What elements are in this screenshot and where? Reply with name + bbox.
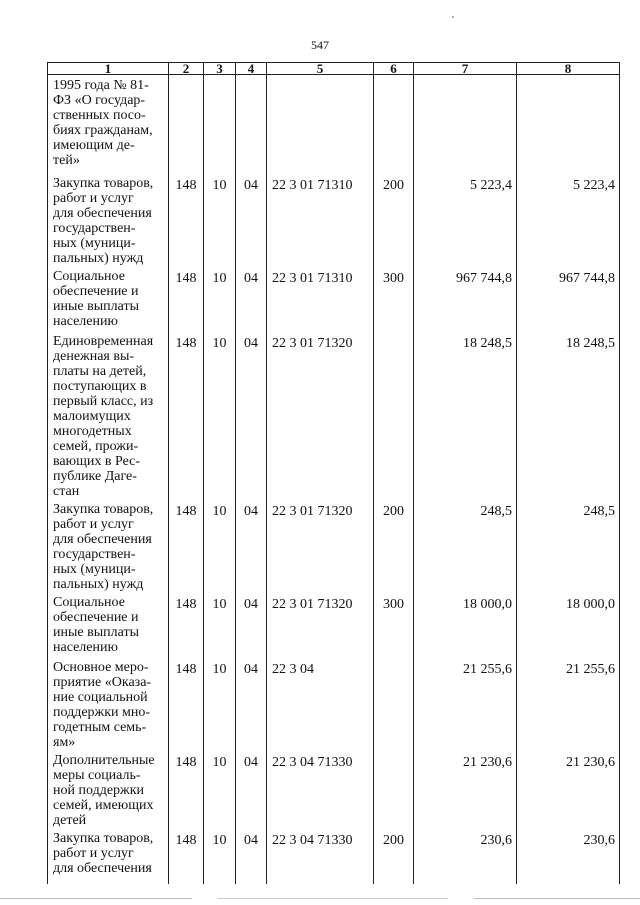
cell-amount-2 [517, 75, 620, 173]
cell-expense-type: 200 [374, 499, 414, 592]
cell-subsection [236, 75, 267, 173]
row-name-line: пальных) нужд [53, 576, 144, 592]
cell-expense-type [374, 657, 414, 750]
column-header: 2 [169, 63, 204, 75]
cell-subsection: 04 [236, 331, 267, 499]
cell-section: 10 [204, 173, 236, 266]
row-name-line: публике Даге- [53, 468, 137, 484]
cell-target-article: 22 3 01 71320 [267, 499, 374, 592]
cell-section: 10 [204, 828, 236, 884]
row-name [48, 499, 169, 592]
cell-amount-1: 21 255,6 [414, 657, 517, 750]
cell-target-article: 22 3 01 71320 [267, 331, 374, 499]
row-name [48, 657, 169, 750]
row-name-line: пальных) нужд [53, 250, 144, 266]
cell-amount-1: 5 223,4 [414, 173, 517, 266]
row-name-line: тей» [53, 153, 80, 168]
row-name-line: детей [53, 812, 87, 828]
scan-speck [452, 16, 454, 18]
row-name-line: ям» [53, 734, 76, 750]
row-name-line: иные выплаты [53, 298, 139, 314]
cell-amount-1 [414, 75, 517, 173]
row-name-line: семей, имеющих [53, 797, 154, 813]
row-name-line: иные выплаты [53, 624, 139, 640]
row-name-line: Дополнительные [53, 752, 155, 768]
cell-code-1: 148 [169, 657, 204, 750]
cell-expense-type: 300 [374, 592, 414, 657]
column-header: 1 [48, 63, 169, 75]
cell-expense-type: 200 [374, 173, 414, 266]
cell-code-1: 148 [169, 592, 204, 657]
row-name-line: биях гражданам, [53, 123, 153, 138]
cell-subsection: 04 [236, 173, 267, 266]
page-number: 547 [311, 38, 329, 52]
row-name-line: ственных посо- [53, 108, 146, 123]
table-row [48, 331, 620, 499]
cell-amount-2: 5 223,4 [517, 173, 620, 266]
table-row [48, 828, 620, 884]
cell-target-article: 22 3 01 71320 [267, 592, 374, 657]
cell-target-article: 22 3 04 [267, 657, 374, 750]
cell-target-article: 22 3 01 71310 [267, 173, 374, 266]
cell-amount-1: 18 000,0 [414, 592, 517, 657]
cell-amount-1: 18 248,5 [414, 331, 517, 499]
row-name-line: ных (муници- [53, 561, 136, 577]
row-name [48, 173, 169, 266]
column-header: 8 [517, 63, 620, 75]
row-name-line: Закупка товаров, [53, 501, 154, 517]
row-name-line: Единовременная [53, 333, 154, 349]
column-header: 3 [204, 63, 236, 75]
cell-section [204, 75, 236, 173]
table-row [48, 75, 620, 173]
cell-subsection: 04 [236, 657, 267, 750]
cell-target-article: 22 3 04 71330 [267, 750, 374, 828]
row-name [48, 828, 169, 884]
row-name-line: первый класс, из [53, 393, 154, 409]
row-name-line: для обеспечения [53, 860, 152, 876]
cell-code-1: 148 [169, 331, 204, 499]
cell-expense-type: 300 [374, 266, 414, 331]
cell-section: 10 [204, 266, 236, 331]
table-row [48, 657, 620, 750]
cell-code-1: 148 [169, 750, 204, 828]
cell-expense-type [374, 750, 414, 828]
row-name-line: многодетных [53, 423, 132, 439]
row-name-line: ной поддержки [53, 782, 144, 798]
cell-amount-1: 230,6 [414, 828, 517, 884]
cell-code-1: 148 [169, 173, 204, 266]
row-name-line: Закупка товаров, [53, 175, 154, 191]
cell-amount-2: 230,6 [517, 828, 620, 884]
cell-amount-2: 248,5 [517, 499, 620, 592]
column-header: 7 [414, 63, 517, 75]
scan-bottom-edge [0, 898, 640, 899]
table-row [48, 173, 620, 266]
cell-section: 10 [204, 592, 236, 657]
column-header: 4 [236, 63, 267, 75]
cell-subsection: 04 [236, 750, 267, 828]
row-name-line: обеспечение и [53, 609, 139, 625]
row-name [48, 750, 169, 828]
cell-subsection: 04 [236, 499, 267, 592]
row-name-line: семей, прожи- [53, 438, 139, 454]
cell-subsection: 04 [236, 592, 267, 657]
row-name-line: меры социаль- [53, 767, 141, 783]
row-name-line: вающих в Рес- [53, 453, 141, 469]
cell-target-article: 22 3 04 71330 [267, 828, 374, 884]
cell-section: 10 [204, 331, 236, 499]
row-name [48, 331, 169, 499]
row-name-line: работ и услуг [53, 516, 134, 532]
cell-code-1: 148 [169, 828, 204, 884]
row-name-line: для обеспечения [53, 531, 152, 547]
row-name-line: поддержки мно- [53, 704, 151, 720]
cell-amount-2: 21 255,6 [517, 657, 620, 750]
table-row [48, 266, 620, 331]
table-row [48, 499, 620, 592]
cell-section: 10 [204, 750, 236, 828]
cell-subsection: 04 [236, 828, 267, 884]
row-name-line: годетным семь- [53, 719, 147, 735]
row-name-line: Закупка товаров, [53, 830, 154, 846]
row-name-line: платы на детей, [53, 363, 147, 379]
cell-code-1: 148 [169, 499, 204, 592]
row-name-line: денежная вы- [53, 348, 135, 364]
row-name-line: работ и услуг [53, 845, 134, 861]
row-name-line: ных (муници- [53, 235, 136, 251]
cell-section: 10 [204, 657, 236, 750]
cell-code-1: 148 [169, 266, 204, 331]
cell-target-article [267, 75, 374, 173]
cell-section: 10 [204, 499, 236, 592]
cell-amount-2: 18 000,0 [517, 592, 620, 657]
cell-subsection: 04 [236, 266, 267, 331]
row-name-line: государствен- [53, 546, 136, 562]
row-name-line: обеспечение и [53, 283, 139, 299]
cell-amount-2: 18 248,5 [517, 331, 620, 499]
cell-amount-1: 21 230,6 [414, 750, 517, 828]
header-row [48, 63, 620, 75]
row-name-line: Социальное [53, 268, 125, 284]
row-name [48, 75, 169, 173]
row-name-line: приятие «Оказа- [53, 674, 152, 690]
row-name-line: работ и услуг [53, 190, 134, 206]
row-name-line: населению [53, 313, 118, 329]
cell-expense-type [374, 75, 414, 173]
cell-amount-2: 21 230,6 [517, 750, 620, 828]
row-name-line: стан [53, 483, 80, 499]
cell-code-1 [169, 75, 204, 173]
column-header: 5 [267, 63, 374, 75]
budget-table [47, 62, 620, 884]
cell-amount-2: 967 744,8 [517, 266, 620, 331]
row-name-line: поступающих в [53, 378, 147, 394]
row-name [48, 592, 169, 657]
row-name [48, 266, 169, 331]
table-row [48, 750, 620, 828]
row-name-line: для обеспечения [53, 205, 152, 221]
row-name-line: населению [53, 639, 118, 655]
row-name-line: имеющим де- [53, 138, 135, 153]
column-header: 6 [374, 63, 414, 75]
row-name-line: ние социальной [53, 689, 148, 705]
row-name-line: Социальное [53, 594, 125, 610]
row-name-line: государствен- [53, 220, 136, 236]
row-name-line: Основное меро- [53, 659, 149, 675]
cell-expense-type: 200 [374, 828, 414, 884]
cell-target-article: 22 3 01 71310 [267, 266, 374, 331]
table-row [48, 592, 620, 657]
row-name-line: малоимущих [53, 408, 131, 424]
row-name-line: 1995 года № 81- [53, 78, 149, 93]
cell-amount-1: 248,5 [414, 499, 517, 592]
row-name-line: ФЗ «О государ- [53, 93, 146, 108]
cell-amount-1: 967 744,8 [414, 266, 517, 331]
cell-expense-type [374, 331, 414, 499]
